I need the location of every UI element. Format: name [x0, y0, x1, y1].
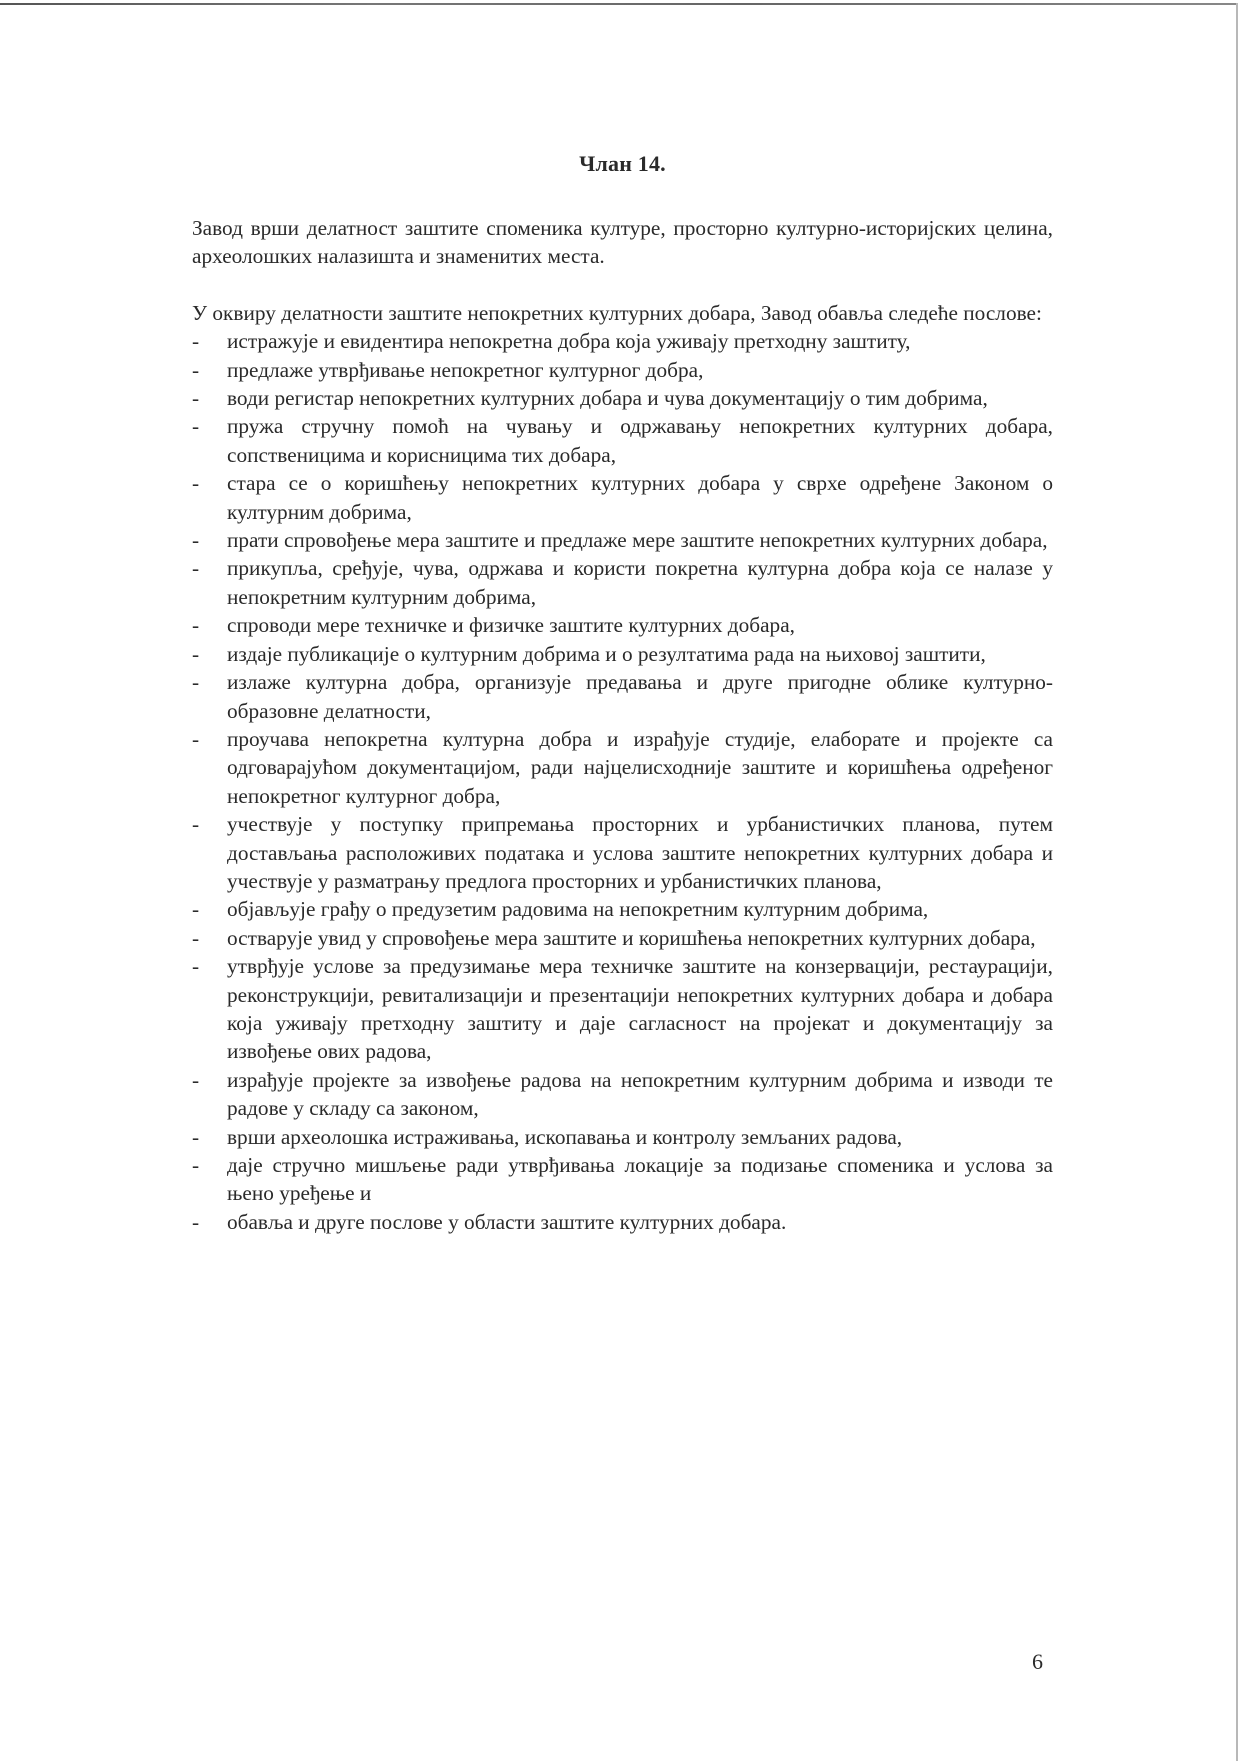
- bullet-dash-icon: -: [192, 386, 200, 411]
- list-item: [192, 640, 1053, 668]
- list-item: [192, 412, 1053, 469]
- list-item: [192, 1123, 1053, 1151]
- bullet-dash-icon: -: [192, 1124, 200, 1149]
- bullet-dash-icon: -: [192, 471, 200, 496]
- bullet-dash-icon: -: [192, 954, 200, 979]
- list-item: [192, 952, 1053, 1066]
- bullet-dash-icon: -: [192, 357, 200, 382]
- list-item-text: спроводи мере техничке и физичке заштите културних добара,: [227, 613, 795, 638]
- list-item: [192, 1208, 1053, 1236]
- list-item: [192, 895, 1053, 923]
- list-item-text: предлаже утврђивање непокретног културног добра,: [227, 357, 704, 382]
- task-list: [192, 327, 1053, 1236]
- list-item-text: врши археолошка истраживања, ископавања и контролу земљаних радова,: [227, 1124, 903, 1149]
- document-page: [192, 150, 1053, 1236]
- list-item: [192, 554, 1053, 611]
- list-item-text: води регистар непокретних културних добара и чува документацију о тим добрима,: [227, 386, 988, 411]
- list-item-text: даје стручно мишљење ради утврђивања локације за подизање споменика и услова за њено уређење и: [227, 1153, 1053, 1206]
- list-item-text: учествује у поступку припремања просторних и урбанистичких планова, путем достављања расположивих података и услова заштите непокретних културних добара и учествује у разматрању предлога просторних и урбанистичких планова,: [227, 812, 1053, 893]
- list-item-text: проучава непокретна културна добра и израђује студије, елаборате и пројекте са одговарајућом документацијом, ради најцелисходније заштите и коришћења одређеног непокретног културног добра,: [227, 726, 1053, 808]
- list-item: [192, 384, 1053, 412]
- intro-paragraph: Завод врши делатност заштите споменика културе, просторно културно-историјских целина, археолошких налазишта и знаменитих места.: [192, 216, 1053, 269]
- bullet-dash-icon: -: [192, 641, 200, 666]
- list-item-text: прикупља, сређује, чува, одржава и користи покретна културна добра која се налазе у непокретним културним добрима,: [227, 556, 1053, 609]
- bullet-dash-icon: -: [192, 897, 200, 922]
- list-item: [192, 327, 1053, 355]
- list-item: [192, 725, 1053, 810]
- scan-right-edge: [1236, 3, 1238, 1761]
- bullet-dash-icon: -: [192, 726, 200, 751]
- list-item: [192, 469, 1053, 526]
- list-item: [192, 810, 1053, 895]
- bullet-dash-icon: -: [192, 1153, 200, 1177]
- bullet-dash-icon: -: [192, 556, 200, 581]
- list-item: [192, 356, 1053, 384]
- bullet-dash-icon: -: [192, 528, 200, 553]
- bullet-dash-icon: -: [192, 414, 200, 439]
- tasks-intro-paragraph: У оквиру делатности заштите непокретних културних добара, Завод обавља следеће послове:: [192, 300, 1042, 325]
- list-item-text: објављује грађу о предузетим радовима на непокретним културним добрима,: [227, 897, 929, 922]
- article-title: Члан 14.: [579, 151, 666, 176]
- list-item-text: излаже културна добра, организује предавања и друге пригодне облике културно-образовне делатности,: [227, 670, 1053, 723]
- bullet-dash-icon: -: [192, 812, 200, 837]
- list-item-text: истражује и евидентира непокретна добра која уживају претходну заштиту,: [227, 329, 911, 354]
- bullet-dash-icon: -: [192, 329, 200, 354]
- list-item-text: обавља и друге послове у области заштите културних добара.: [227, 1209, 787, 1234]
- list-item: [192, 611, 1053, 639]
- bullet-dash-icon: -: [192, 670, 200, 695]
- list-item: [192, 526, 1053, 554]
- list-item: [192, 1151, 1053, 1208]
- scan-top-edge: [0, 3, 1238, 5]
- bullet-dash-icon: -: [192, 1067, 200, 1092]
- list-item-text: израђује пројекте за извођење радова на непокретним културним добрима и изводи те радове у складу са законом,: [227, 1067, 1053, 1121]
- list-item-text: остварује увид у спровођење мера заштите и коришћења непокретних културних добара,: [227, 925, 1036, 950]
- list-item-text: стара се о коришћењу непокретних културних добара у сврхе одређене Законом о културним добрима,: [227, 471, 1053, 524]
- list-item: [192, 668, 1053, 725]
- list-item: [192, 1066, 1053, 1123]
- bullet-dash-icon: -: [192, 925, 200, 950]
- page-number: 6: [1032, 1649, 1043, 1674]
- list-item-text: пружа стручну помоћ на чувању и одржавању непокретних културних добара, сопственицима и корисницима тих добара,: [227, 414, 1053, 467]
- bullet-dash-icon: -: [192, 1209, 200, 1234]
- list-item-text: утврђује услове за предузимање мера техничке заштите на конзервацији, рестаурацији, реконструкцији, ревитализацији и презентацији непокретних културних добара и добара која уживају претходну заштиту и даје сагласност на пројекат и документацију за извођење ових радова,: [227, 954, 1053, 1064]
- list-item-text: прати спровођење мера заштите и предлаже мере заштите непокретних културних добара,: [227, 528, 1048, 553]
- bullet-dash-icon: -: [192, 613, 200, 638]
- list-item: [192, 924, 1053, 952]
- list-item-text: издаје публикације о културним добрима и о резултатима рада на њиховој заштити,: [227, 641, 986, 666]
